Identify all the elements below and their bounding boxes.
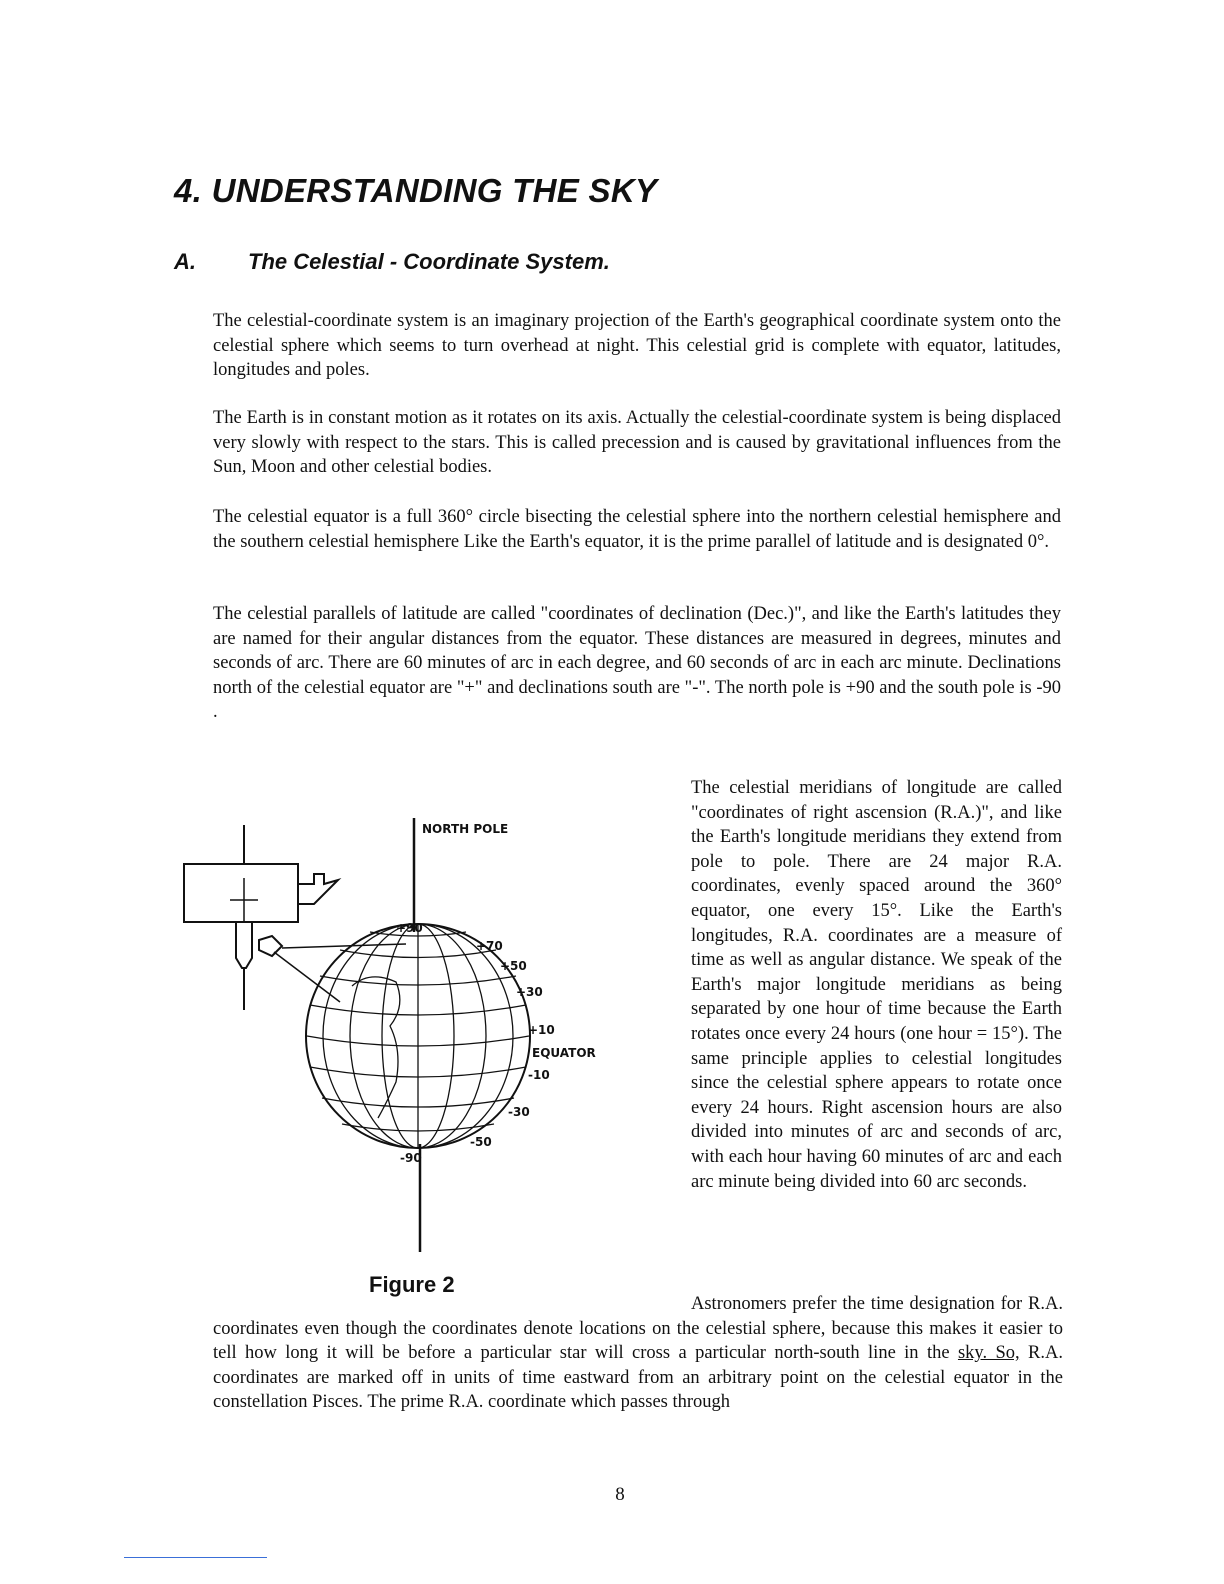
section-heading (174, 249, 774, 275)
paragraph-astronomers (213, 1292, 1063, 1415)
label-plus30: +30 (516, 985, 543, 999)
finder-scope (259, 936, 282, 956)
paragraph-intro: The celestial-coordinate system is an imaginary projection of the Earth's geographical coordinate system onto the celestial sphere which seems to turn overhead at night. This celestial grid is complete with equator, latitudes, longitudes and poles. (213, 311, 1061, 381)
continent-outline (352, 977, 400, 1118)
label-north-pole: NORTH POLE (422, 822, 509, 836)
section-letter: A. (174, 249, 196, 274)
footer-rule (124, 1557, 267, 1558)
chapter-title: 4. UNDERSTANDING THE SKY (174, 172, 658, 209)
underlined-text: sky. So, (957, 1343, 1020, 1364)
paragraph-astronomers-end: R.A. coordinates are marked off in units of time eastward from an arbitrary point on the celestial equator in the constellation Pisces. The prime R.A. coordinate which passes through (213, 1343, 1063, 1413)
label-minus90: -90 (400, 1151, 422, 1165)
label-minus30: -30 (508, 1105, 530, 1119)
page-number: 8 (615, 1484, 625, 1505)
sight-line-upper (282, 944, 406, 948)
label-plus50: +50 (500, 959, 527, 973)
paragraph-right-ascension: The celestial meridians of longitude are called "coordinates of right ascension (R.A.)", and like the Earth's longitude meridians they extend from pole to pole. There are 24 major R.A. coordinates, evenly spaced around the 360° equator, one every 15°. Like the Earth's longitudes, R.A. coordinates are a measure of time as well as angular distance. We speak of the Earth's major longitude meridians as being separated by one hour of time because the Earth rotates once every 24 hours (one hour = 15°). The same principle applies to celestial longitudes since the celestial sphere appears to rotate once every 24 hours. Right ascension hours are also divided into minutes of arc and seconds of arc, with each hour having 60 minutes of arc and each arc minute being divided into 60 arc seconds. (691, 778, 1062, 1192)
label-plus10: +10 (528, 1023, 555, 1037)
label-equator: EQUATOR (532, 1046, 596, 1060)
paragraph-declination: The celestial parallels of latitude are called "coordinates of declination (Dec.)", and like the Earth's latitudes they are named for their angular distances from the equator. These distances are measured in degrees, minutes and seconds of arc. There are 60 minutes of arc in each degree, and 60 seconds of arc in each arc minute. Declinations north of the celestial equator are "+" and declinations south are "-". The north pole is +90 and the south pole is -90 . (213, 604, 1061, 723)
figure-2-diagram (170, 800, 650, 1270)
section-title: The Celestial - Coordinate System. (248, 249, 610, 274)
label-minus50: -50 (470, 1135, 492, 1149)
telescope-tube (184, 864, 298, 922)
figure-caption: Figure 2 (369, 1272, 455, 1297)
paragraph-equator: The celestial equator is a full 360° circle bisecting the celestial sphere into the northern celestial hemisphere and the southern celestial hemisphere Like the Earth's equator, it is the prime parallel of latitude and is designated 0°. (213, 507, 1061, 552)
paragraph-precession: The Earth is in constant motion as it rotates on its axis. Actually the celestial-coordinate system is being displaced very slowly with respect to the stars. This is called precession and is caused by gravitational influences from the Sun, Moon and other celestial bodies. (213, 408, 1061, 478)
celestial-sphere-illustration (170, 800, 650, 1270)
paragraph-astronomers-start: Astronomers prefer the time designation for R.A. coordinates even though the coordinates denote locations on the celestial sphere, because this makes it easier to tell how long it will be before a particular star will cross a particular north-south line in the (213, 1294, 1063, 1364)
globe-grid (307, 924, 529, 1148)
telescope-eyepiece (298, 874, 338, 904)
label-plus90: +90 (396, 921, 423, 935)
figure-labels (396, 822, 596, 1165)
label-plus70: +70 (476, 939, 503, 953)
telescope-mount (236, 922, 252, 968)
label-minus10: -10 (528, 1068, 550, 1082)
